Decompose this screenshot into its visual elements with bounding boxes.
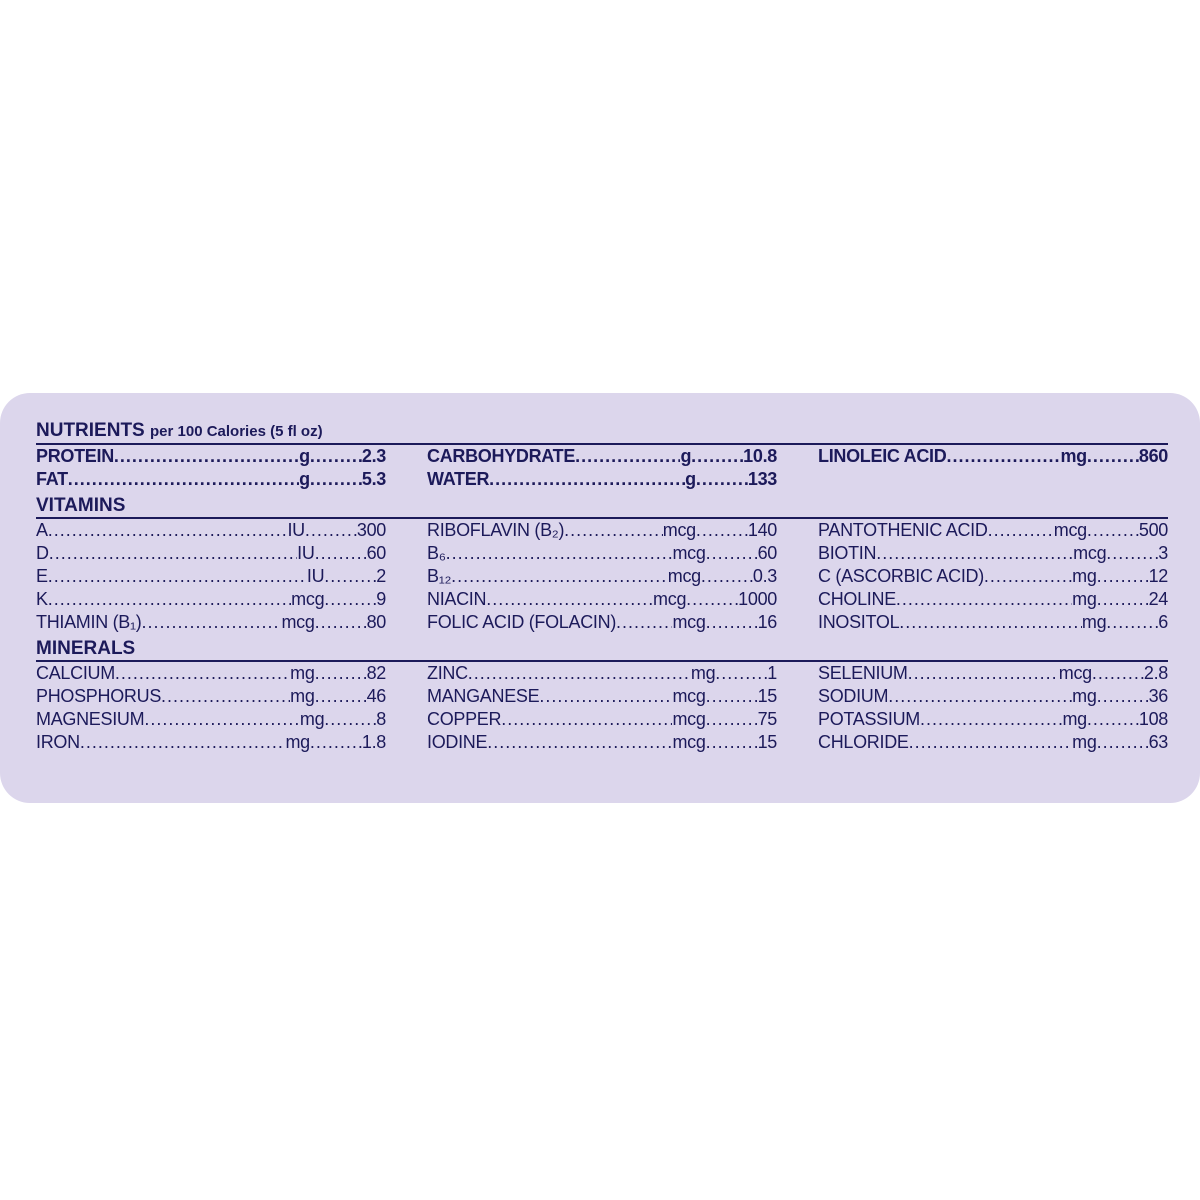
nutrient-name: CHLORIDE xyxy=(818,732,909,752)
nutrient-value: 140 xyxy=(747,520,777,540)
nutrient-unit: mg xyxy=(1060,446,1087,466)
leader-dots xyxy=(1087,519,1139,542)
nutrient-row xyxy=(427,611,777,634)
nutrient-name: MANGANESE xyxy=(427,686,540,706)
leader-dots xyxy=(486,588,653,611)
leader-dots xyxy=(487,731,672,754)
vitamins-grid xyxy=(36,519,1168,634)
nutrient-row xyxy=(427,708,777,731)
nutrient-name: K xyxy=(36,589,48,609)
nutrient-name: MAGNESIUM xyxy=(36,709,145,729)
leader-dots xyxy=(988,519,1054,542)
vitamins-col-3 xyxy=(818,519,1168,634)
nutrient-row xyxy=(818,731,1168,754)
nutrient-row xyxy=(36,685,386,708)
nutrient-value: 0.3 xyxy=(752,566,777,586)
nutrient-row xyxy=(36,445,386,468)
nutrient-row xyxy=(818,662,1168,685)
leader-dots xyxy=(1087,708,1139,731)
leader-dots xyxy=(706,708,758,731)
nutrient-name: IRON xyxy=(36,732,80,752)
leader-dots xyxy=(161,685,290,708)
nutrient-name: COPPER xyxy=(427,709,502,729)
nutrient-value: 60 xyxy=(757,543,777,563)
nutrient-name: CALCIUM xyxy=(36,663,115,683)
nutrient-row xyxy=(427,685,777,708)
nutrient-row xyxy=(36,468,386,491)
nutrient-name: SELENIUM xyxy=(818,663,908,683)
nutrient-row xyxy=(427,445,777,468)
nutrient-row xyxy=(818,445,1168,468)
nutrient-unit: mcg xyxy=(672,686,706,706)
nutrients-grid xyxy=(36,445,1168,491)
empty-row xyxy=(818,468,1168,491)
nutrient-row xyxy=(427,565,777,588)
nutrient-name: FAT xyxy=(36,469,68,489)
nutrient-row xyxy=(427,662,777,685)
leader-dots xyxy=(80,731,286,754)
nutrient-value: 9 xyxy=(376,589,386,609)
nutrient-unit: mcg xyxy=(653,589,687,609)
nutrient-unit: mcg xyxy=(662,520,696,540)
leader-dots xyxy=(1087,445,1139,468)
leader-dots xyxy=(706,542,758,565)
leader-dots xyxy=(489,468,685,491)
nutrient-name: B₆ xyxy=(427,543,446,563)
nutrient-value: 24 xyxy=(1148,589,1168,609)
leader-dots xyxy=(706,731,758,754)
leader-dots xyxy=(115,662,290,685)
nutrient-unit: mcg xyxy=(1053,520,1087,540)
leader-dots xyxy=(984,565,1072,588)
nutrient-value: 108 xyxy=(1138,709,1168,729)
nutrient-name: CHOLINE xyxy=(818,589,896,609)
vitamins-col-2 xyxy=(427,519,777,634)
nutrient-row xyxy=(36,542,386,565)
nutrient-name: RIBOFLAVIN (B₂) xyxy=(427,520,565,540)
nutrient-unit: mg xyxy=(290,686,315,706)
leader-dots xyxy=(1106,542,1158,565)
leader-dots xyxy=(706,611,758,634)
nutrient-unit: mg xyxy=(1072,566,1097,586)
nutrient-unit: mcg xyxy=(281,612,315,632)
nutrient-name: ZINC xyxy=(427,663,468,683)
nutrient-name: CARBOHYDRATE xyxy=(427,446,576,466)
leader-dots xyxy=(48,588,291,611)
nutrient-name: PROTEIN xyxy=(36,446,114,466)
nutrient-row xyxy=(36,519,386,542)
nutrient-unit: IU xyxy=(306,566,325,586)
vitamins-heading: VITAMINS xyxy=(36,495,126,516)
nutrient-unit: mcg xyxy=(667,566,701,586)
nutrient-unit: mcg xyxy=(291,589,325,609)
leader-dots xyxy=(696,468,748,491)
nutrient-value: 300 xyxy=(356,520,386,540)
minerals-col-3 xyxy=(818,662,1168,754)
leader-dots xyxy=(888,685,1072,708)
leader-dots xyxy=(564,519,663,542)
nutrient-value: 15 xyxy=(757,732,777,752)
nutrient-name: LINOLEIC ACID xyxy=(818,446,947,466)
leader-dots xyxy=(696,519,748,542)
nutrient-row xyxy=(818,588,1168,611)
leader-dots xyxy=(1106,611,1158,634)
leader-dots xyxy=(141,611,281,634)
page-title xyxy=(36,419,1168,443)
nutrient-row xyxy=(36,565,386,588)
nutrition-table xyxy=(36,419,1168,754)
nutrient-name: PANTOTHENIC ACID xyxy=(818,520,988,540)
nutrient-unit: mg xyxy=(690,663,716,683)
nutrient-name: THIAMIN (B₁) xyxy=(36,612,142,632)
leader-dots xyxy=(144,708,300,731)
leader-dots xyxy=(446,542,673,565)
vitamins-col-1 xyxy=(36,519,386,634)
leader-dots xyxy=(715,662,767,685)
nutrient-value: 860 xyxy=(1138,446,1168,466)
nutrient-row xyxy=(818,611,1168,634)
leader-dots xyxy=(1097,685,1149,708)
nutrient-row xyxy=(818,519,1168,542)
leader-dots xyxy=(876,542,1073,565)
nutrition-panel xyxy=(0,393,1200,803)
leader-dots xyxy=(920,708,1062,731)
nutrient-row xyxy=(427,468,777,491)
nutrient-name: POTASSIUM xyxy=(818,709,920,729)
leader-dots xyxy=(908,662,1059,685)
nutrient-unit: mg xyxy=(1072,732,1097,752)
nutrient-unit: IU xyxy=(287,520,305,540)
leader-dots xyxy=(946,445,1060,468)
nutrient-unit: mg xyxy=(299,709,325,729)
leader-dots xyxy=(616,611,672,634)
nutrient-value: 3 xyxy=(1158,543,1168,563)
nutrient-name: SODIUM xyxy=(818,686,889,706)
nutrient-value: 82 xyxy=(366,663,386,683)
minerals-grid xyxy=(36,662,1168,754)
nutrient-row xyxy=(36,708,386,731)
leader-dots xyxy=(315,662,367,685)
nutrient-unit: mg xyxy=(1081,612,1107,632)
nutrient-row xyxy=(36,731,386,754)
nutrient-name: D xyxy=(36,543,49,563)
nutrient-value: 36 xyxy=(1148,686,1168,706)
leader-dots xyxy=(686,588,738,611)
nutrient-value: 8 xyxy=(376,709,386,729)
nutrient-value: 500 xyxy=(1138,520,1168,540)
nutrient-name: FOLIC ACID (FOLACIN) xyxy=(427,612,617,632)
leader-dots xyxy=(315,685,367,708)
nutrient-name: C (ASCORBIC ACID) xyxy=(818,566,984,586)
nutrient-unit: mcg xyxy=(1073,543,1107,563)
nutrient-unit: mg xyxy=(285,732,310,752)
leader-dots xyxy=(49,542,297,565)
nutrient-row xyxy=(818,708,1168,731)
leader-dots xyxy=(48,519,288,542)
nutrient-unit: IU xyxy=(297,543,315,563)
nutrient-unit: mcg xyxy=(672,612,706,632)
nutrient-value: 5.3 xyxy=(361,469,386,489)
nutrient-row xyxy=(36,662,386,685)
leader-dots xyxy=(1097,565,1149,588)
leader-dots xyxy=(68,468,299,491)
leader-dots xyxy=(315,611,367,634)
nutrient-unit: mg xyxy=(290,663,315,683)
nutrient-unit: g xyxy=(299,469,310,489)
nutrient-value: 46 xyxy=(366,686,386,706)
nutrient-name: INOSITOL xyxy=(818,612,900,632)
nutrient-name: E xyxy=(36,566,48,586)
leader-dots xyxy=(451,565,668,588)
minerals-heading: MINERALS xyxy=(36,638,136,659)
nutrient-value: 80 xyxy=(366,612,386,632)
nutrient-value: 2.8 xyxy=(1143,663,1168,683)
nutrients-col-1 xyxy=(36,445,386,491)
nutrient-unit: mcg xyxy=(1058,663,1092,683)
leader-dots xyxy=(48,565,307,588)
nutrient-value: 2.3 xyxy=(361,446,386,466)
leader-dots xyxy=(539,685,672,708)
nutrient-value: 60 xyxy=(366,543,386,563)
nutrient-unit: mg xyxy=(1072,589,1097,609)
nutrient-row xyxy=(818,565,1168,588)
nutrient-value: 133 xyxy=(747,469,777,489)
nutrient-name: PHOSPHORUS xyxy=(36,686,162,706)
leader-dots xyxy=(896,588,1072,611)
leader-dots xyxy=(909,731,1073,754)
nutrient-value: 6 xyxy=(1158,612,1168,632)
leader-dots xyxy=(899,611,1082,634)
nutrient-value: 1.8 xyxy=(361,732,386,752)
nutrient-row xyxy=(427,731,777,754)
leader-dots xyxy=(315,542,367,565)
nutrient-value: 75 xyxy=(757,709,777,729)
nutrients-col-2 xyxy=(427,445,777,491)
nutrient-unit: g xyxy=(299,446,310,466)
leader-dots xyxy=(1097,588,1149,611)
nutrients-col-3 xyxy=(818,445,1168,491)
nutrient-unit: mg xyxy=(1072,686,1097,706)
nutrient-row xyxy=(427,588,777,611)
leader-dots xyxy=(691,445,743,468)
nutrient-name: NIACIN xyxy=(427,589,487,609)
nutrient-row xyxy=(427,519,777,542)
minerals-col-1 xyxy=(36,662,386,754)
nutrient-name: B₁₂ xyxy=(427,566,452,586)
leader-dots xyxy=(468,662,691,685)
leader-dots xyxy=(324,588,376,611)
nutrient-unit: mcg xyxy=(672,543,706,563)
leader-dots xyxy=(114,445,299,468)
nutrient-row xyxy=(427,542,777,565)
nutrient-value: 1000 xyxy=(738,589,777,609)
nutrient-row xyxy=(36,611,386,634)
leader-dots xyxy=(324,708,376,731)
nutrient-value: 16 xyxy=(757,612,777,632)
nutrient-unit: g xyxy=(680,446,692,466)
nutrient-row xyxy=(36,588,386,611)
nutrient-unit: mcg xyxy=(672,732,706,752)
nutrient-unit: mg xyxy=(1062,709,1087,729)
nutrient-row xyxy=(818,542,1168,565)
nutrient-name: BIOTIN xyxy=(818,543,877,563)
nutrient-value: 10.8 xyxy=(743,446,777,466)
title-text: NUTRIENTS xyxy=(36,420,145,441)
nutrient-name: A xyxy=(36,520,48,540)
nutrient-value: 1 xyxy=(767,663,777,683)
leader-dots xyxy=(1092,662,1144,685)
nutrient-value: 15 xyxy=(757,686,777,706)
leader-dots xyxy=(324,565,376,588)
leader-dots xyxy=(701,565,753,588)
leader-dots xyxy=(310,445,362,468)
nutrient-name: WATER xyxy=(427,469,490,489)
leader-dots xyxy=(501,708,672,731)
nutrient-row xyxy=(818,685,1168,708)
leader-dots xyxy=(310,731,362,754)
leader-dots xyxy=(305,519,357,542)
leader-dots xyxy=(575,445,680,468)
nutrient-unit: g xyxy=(685,469,696,489)
subtitle-text: per 100 Calories (5 fl oz) xyxy=(150,423,323,440)
leader-dots xyxy=(310,468,362,491)
nutrient-unit: mcg xyxy=(672,709,706,729)
nutrient-name: IODINE xyxy=(427,732,488,752)
nutrient-value: 12 xyxy=(1148,566,1168,586)
leader-dots xyxy=(1097,731,1149,754)
nutrient-value: 2 xyxy=(376,566,386,586)
leader-dots xyxy=(706,685,758,708)
minerals-col-2 xyxy=(427,662,777,754)
nutrient-value: 63 xyxy=(1148,732,1168,752)
